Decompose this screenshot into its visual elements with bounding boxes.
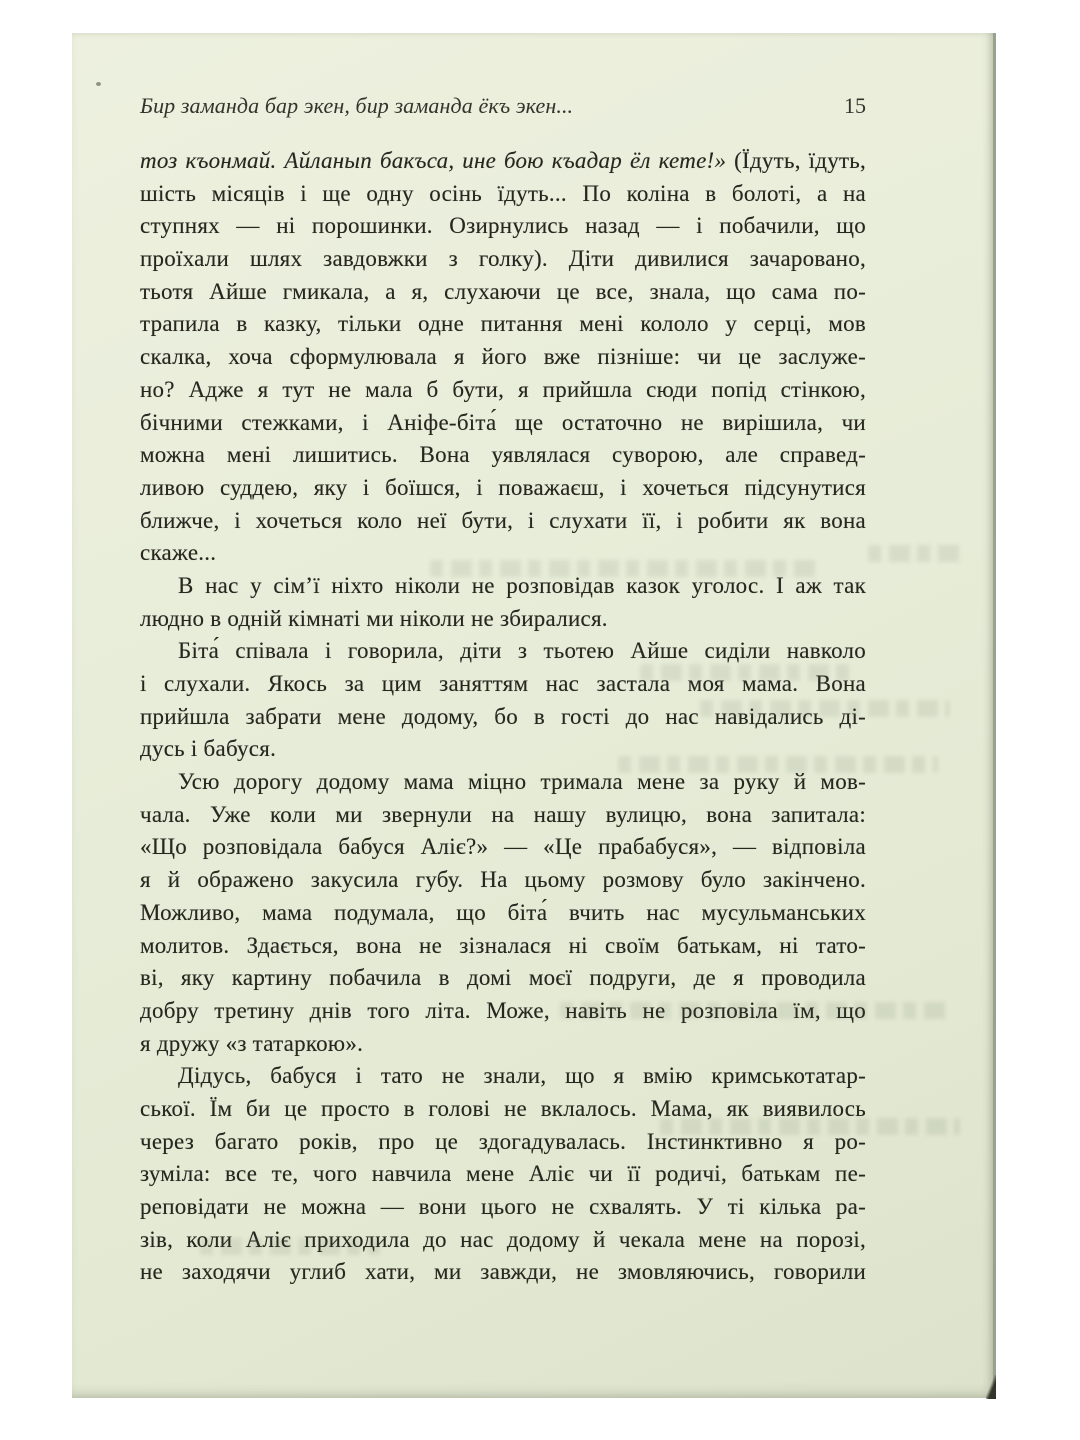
- text-segment: скалка, хоча сформулювала я його вже пізніше: чи це заслуже-: [140, 344, 866, 370]
- text-segment: проїхали шлях завдовжки з голку). Діти дивилися зачаровано,: [140, 246, 866, 272]
- text-line: [140, 1191, 866, 1224]
- dust-speck: [96, 82, 101, 86]
- text-segment: я дружу «з татаркою».: [140, 1030, 364, 1056]
- show-through-smudge: [868, 545, 963, 562]
- text-segment: добру третину днів того літа. Може, навіть не розповіла їм, що: [140, 997, 866, 1023]
- text-line: [140, 962, 866, 995]
- paragraph: [140, 145, 866, 570]
- text-segment: шість місяців і ще одну осінь їдуть... По коліна в болоті, а на: [140, 180, 866, 206]
- show-through-smudge: [700, 700, 950, 717]
- page-number: 15: [844, 93, 866, 118]
- text-line: [140, 1028, 866, 1061]
- text-segment: ської. Їм би це просто в голові не вклалось. Мама, як виявилось: [140, 1095, 866, 1121]
- text-segment: Біта́ співала і говорила, діти з тьотею Айше сиділи навколо: [178, 638, 866, 664]
- text-segment: реповідати не можна — вони цього не схвалять. У ті кілька ра-: [140, 1194, 866, 1219]
- show-through-smudge: [660, 1118, 960, 1135]
- page-corner-mark: [986, 1375, 996, 1399]
- text-line: [140, 178, 866, 211]
- text-segment: людно в одній кімнаті ми ніколи не збиралися.: [140, 605, 608, 631]
- text-segment: ближче, і хочеться коло неї бути, і слухати її, і робити як вона: [140, 507, 866, 533]
- show-through-smudge: [618, 756, 938, 773]
- text-line: [140, 1060, 866, 1093]
- text-segment: дусь і бабуся.: [140, 736, 277, 762]
- text-segment: трапила в казку, тільки одне питання мені кололо у серці, мов: [140, 311, 866, 337]
- text-segment: Можливо, мама подумала, що біта́ вчить нас мусульманських: [140, 899, 866, 925]
- text-line: [140, 864, 866, 897]
- text-segment: «Що розповідала бабуся Аліє?» — «Це прабабуся», — відповіла: [140, 834, 866, 860]
- text-segment: через багато років, про це здогадувалась. Інстинктивно я ро-: [140, 1128, 866, 1154]
- text-segment: скаже...: [140, 540, 217, 566]
- text-segment: Дідусь, бабуся і тато не знали, що я вмію кримськотатар-: [178, 1063, 866, 1089]
- text-line: [140, 831, 866, 864]
- text-segment: В нас у сім’ї ніхто ніколи не розповідав казок уголос. І аж так: [178, 572, 866, 598]
- text-segment: можна мені лишитись. Вона уявлялася суворою, але справед-: [140, 442, 866, 468]
- text-line: [140, 407, 866, 440]
- text-line: [140, 603, 866, 636]
- text-segment: (Їдуть, їдуть,: [726, 148, 866, 173]
- text-line: [140, 374, 866, 407]
- page-header: [140, 93, 866, 119]
- show-through-smudge: [200, 1238, 380, 1255]
- text-segment: і слухали. Якось за цим заняттям нас застала моя мама. Вона: [140, 671, 866, 696]
- text-segment: ливою суддею, яку і боїшся, і поважаєш, і хочеться підсунутися: [140, 474, 866, 500]
- text-segment: но? Адже я тут не мала б бути, я прийшла сюди попід стінкою,: [140, 376, 866, 402]
- text-line: [140, 505, 866, 538]
- text-line: [140, 1256, 866, 1289]
- text-line: [140, 439, 866, 472]
- text-segment: ступнях — ні порошинки. Озирнулись назад — і побачили, що: [140, 213, 866, 239]
- show-through-smudge: [430, 560, 820, 577]
- text-segment: тьотя Айше гмикала, а я, слухаючи це все, знала, що сама по-: [140, 278, 866, 304]
- text-segment: бічними стежками, і Аніфе-біта́ ще остаточно не вирішила, чи: [140, 409, 866, 435]
- text-segment: зуміла: все те, чого навчила мене Аліє чи її родичі, батькам пе-: [140, 1161, 866, 1187]
- paragraph: [140, 570, 866, 635]
- text-line: [140, 210, 866, 243]
- text-line: [140, 1158, 866, 1191]
- text-line: [140, 145, 866, 178]
- text-segment: молитов. Здається, вона не зізналася ні своїм батькам, ні тато-: [140, 932, 866, 958]
- text-line: [140, 897, 866, 930]
- text-line: [140, 243, 866, 276]
- text-segment: Усю дорогу додому мама міцно тримала мене за руку й мов-: [178, 769, 866, 795]
- text-line: [140, 276, 866, 309]
- text-segment: прийшла забрати мене додому, бо в гості до нас навідались ді-: [140, 703, 866, 729]
- show-through-smudge: [560, 1002, 950, 1019]
- text-segment: не заходячи углиб хати, ми завжди, не змовляючись, говорили: [140, 1259, 866, 1285]
- text-line: [140, 472, 866, 505]
- text-segment: ві, яку картину побачила в домі моєї подруги, де я проводила: [140, 965, 866, 991]
- text-segment: зів, коли Аліє приходила до нас додому й чекала мене на порозі,: [140, 1226, 866, 1252]
- book-page: [72, 33, 996, 1398]
- show-through-smudge: [640, 664, 855, 681]
- italic-quote-segment: тоз къонмай. Айланып бакъса, ине бою къадар ёл кете!»: [140, 148, 727, 173]
- text-line: [140, 799, 866, 832]
- running-head: Бир заманда бар экен, бир заманда ёкъ экен...: [140, 93, 574, 118]
- text-segment: я й ображено закусила губу. На цьому розмову було закінчено.: [140, 867, 866, 893]
- text-line: [140, 308, 866, 341]
- text-line: [140, 341, 866, 374]
- text-line: [140, 930, 866, 963]
- text-segment: чала. Уже коли ми звернули на нашу вулицю, вона запитала:: [140, 801, 866, 827]
